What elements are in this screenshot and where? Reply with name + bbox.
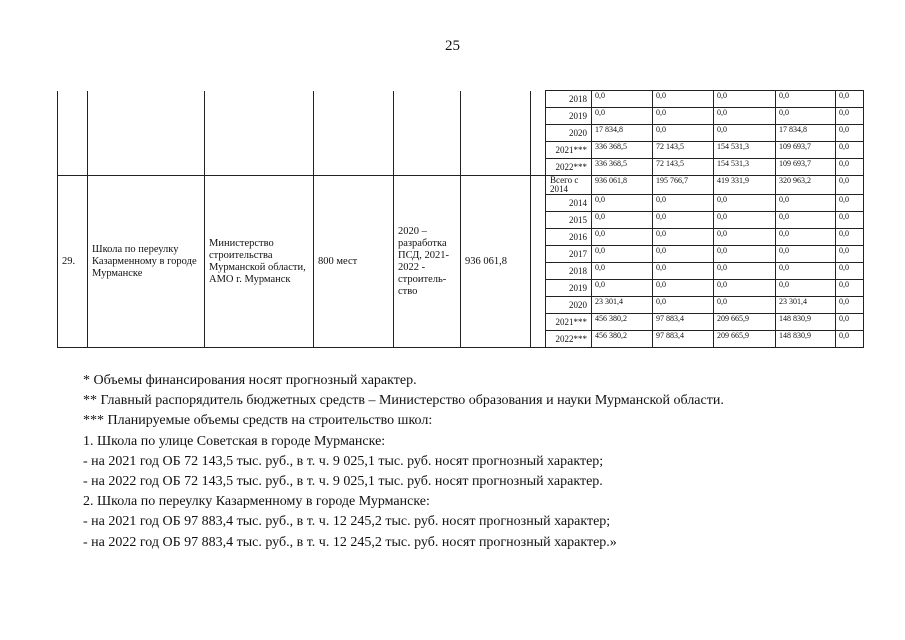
footnote-line: *** Планируемые объемы средств на строительство школ: [83, 413, 433, 429]
cost-cell [461, 91, 531, 176]
table-row [58, 91, 864, 108]
value-cell: 456 380,2 [592, 331, 653, 348]
financing-table [57, 90, 864, 348]
footnote-line: - на 2022 год ОБ 72 143,5 тыс. руб., в т. ч. 9 025,1 тыс. руб. носят прогнозный характер. [83, 474, 603, 490]
value-cell: 0,0 [836, 314, 864, 331]
capacity-cell: 800 мест [314, 176, 394, 348]
value-cell: 936 061,8 [592, 176, 653, 195]
value-cell: 0,0 [592, 246, 653, 263]
value-cell: 0,0 [836, 263, 864, 280]
value-cell: 0,0 [776, 263, 836, 280]
value-cell: 0,0 [776, 280, 836, 297]
value-cell: 0,0 [776, 229, 836, 246]
value-cell: 0,0 [592, 212, 653, 229]
value-cell: 97 883,4 [653, 331, 714, 348]
year-cell: 2022*** [546, 159, 592, 176]
footnote-line: ** Главный распорядитель бюджетных средств – Министерство образования и науки Мурманской области. [83, 393, 724, 409]
value-cell: 0,0 [836, 176, 864, 195]
year-cell: 2021*** [546, 142, 592, 159]
gap-cell [531, 176, 546, 348]
value-cell: 0,0 [836, 212, 864, 229]
value-cell: 0,0 [776, 212, 836, 229]
footnote-line: 1. Школа по улице Советская в городе Мурманске: [83, 433, 386, 449]
value-cell: 0,0 [836, 246, 864, 263]
value-cell: 154 531,3 [714, 159, 776, 176]
year-cell: 2016 [546, 229, 592, 246]
name-cell [88, 91, 205, 176]
value-cell: 0,0 [836, 142, 864, 159]
value-cell: 0,0 [592, 195, 653, 212]
footnote-line: - на 2021 год ОБ 97 883,4 тыс. руб., в т. ч. 12 245,2 тыс. руб. носят прогнозный характер; [83, 514, 611, 530]
name-cell: Школа по переулку Казарменному в городе Мурманске [88, 176, 205, 348]
value-cell: 17 834,8 [592, 125, 653, 142]
year-cell: 2019 [546, 108, 592, 125]
value-cell: 0,0 [776, 108, 836, 125]
period-cell: 2020 – разработка ПСД, 2021-2022 - строитель-ство [394, 176, 461, 348]
number-cell: 29. [58, 176, 88, 348]
value-cell: 209 665,9 [714, 331, 776, 348]
cost-cell: 936 061,8 [461, 176, 531, 348]
value-cell: 0,0 [836, 331, 864, 348]
value-cell: 0,0 [836, 297, 864, 314]
year-cell: 2022*** [546, 331, 592, 348]
footnote-line: - на 2021 год ОБ 72 143,5 тыс. руб., в т. ч. 9 025,1 тыс. руб. носят прогнозный характер; [83, 453, 604, 469]
value-cell: 23 301,4 [776, 297, 836, 314]
value-cell: 195 766,7 [653, 176, 714, 195]
footnotes [83, 371, 883, 553]
value-cell: 0,0 [653, 125, 714, 142]
table-row [58, 176, 864, 195]
value-cell: 0,0 [653, 108, 714, 125]
value-cell: 336 368,5 [592, 142, 653, 159]
footnote-line: * Объемы финансирования носят прогнозный характер. [83, 373, 417, 388]
value-cell: 0,0 [714, 263, 776, 280]
value-cell: 0,0 [714, 280, 776, 297]
value-cell: 0,0 [592, 280, 653, 297]
value-cell: 0,0 [836, 229, 864, 246]
footnote-line: 2. Школа по переулку Казарменному в городе Мурманске: [83, 494, 430, 510]
year-cell: Всего с 2014 [546, 176, 592, 195]
period-cell [394, 91, 461, 176]
value-cell: 72 143,5 [653, 159, 714, 176]
value-cell: 0,0 [653, 263, 714, 280]
value-cell: 0,0 [836, 125, 864, 142]
year-cell: 2017 [546, 246, 592, 263]
value-cell: 0,0 [714, 195, 776, 212]
year-cell: 2014 [546, 195, 592, 212]
year-cell: 2021*** [546, 314, 592, 331]
executor-cell: Министерство строительства Мурманской области, АМО г. Мурманск [205, 176, 314, 348]
value-cell: 148 830,9 [776, 314, 836, 331]
value-cell: 0,0 [836, 108, 864, 125]
value-cell: 154 531,3 [714, 142, 776, 159]
value-cell: 0,0 [714, 297, 776, 314]
value-cell: 0,0 [836, 280, 864, 297]
year-cell: 2019 [546, 280, 592, 297]
value-cell: 0,0 [592, 91, 653, 108]
value-cell: 0,0 [714, 212, 776, 229]
value-cell: 0,0 [653, 229, 714, 246]
value-cell: 0,0 [714, 229, 776, 246]
value-cell: 0,0 [653, 195, 714, 212]
value-cell: 0,0 [714, 91, 776, 108]
value-cell: 0,0 [592, 229, 653, 246]
value-cell: 0,0 [836, 91, 864, 108]
value-cell: 320 963,2 [776, 176, 836, 195]
value-cell: 419 331,9 [714, 176, 776, 195]
value-cell: 209 665,9 [714, 314, 776, 331]
value-cell: 336 368,5 [592, 159, 653, 176]
year-cell: 2020 [546, 125, 592, 142]
value-cell: 148 830,9 [776, 331, 836, 348]
number-cell [58, 91, 88, 176]
value-cell: 0,0 [592, 263, 653, 280]
executor-cell [205, 91, 314, 176]
value-cell: 0,0 [836, 195, 864, 212]
value-cell: 17 834,8 [776, 125, 836, 142]
year-cell: 2020 [546, 297, 592, 314]
year-cell: 2018 [546, 263, 592, 280]
value-cell: 72 143,5 [653, 142, 714, 159]
gap-cell [531, 91, 546, 176]
value-cell: 0,0 [592, 108, 653, 125]
value-cell: 0,0 [776, 195, 836, 212]
value-cell: 0,0 [714, 246, 776, 263]
value-cell: 97 883,4 [653, 314, 714, 331]
value-cell: 456 380,2 [592, 314, 653, 331]
value-cell: 0,0 [653, 212, 714, 229]
value-cell: 0,0 [653, 246, 714, 263]
value-cell: 0,0 [776, 91, 836, 108]
year-cell: 2018 [546, 91, 592, 108]
value-cell: 109 693,7 [776, 159, 836, 176]
footnote-line: - на 2022 год ОБ 97 883,4 тыс. руб., в т. ч. 12 245,2 тыс. руб. носят прогнозный характер.» [83, 534, 617, 550]
value-cell: 0,0 [653, 280, 714, 297]
value-cell: 0,0 [653, 297, 714, 314]
value-cell: 23 301,4 [592, 297, 653, 314]
value-cell: 0,0 [714, 108, 776, 125]
value-cell: 0,0 [714, 125, 776, 142]
page-number: 25 [445, 38, 460, 54]
year-cell: 2015 [546, 212, 592, 229]
value-cell: 0,0 [836, 159, 864, 176]
value-cell: 109 693,7 [776, 142, 836, 159]
value-cell: 0,0 [653, 91, 714, 108]
capacity-cell [314, 91, 394, 176]
value-cell: 0,0 [776, 246, 836, 263]
